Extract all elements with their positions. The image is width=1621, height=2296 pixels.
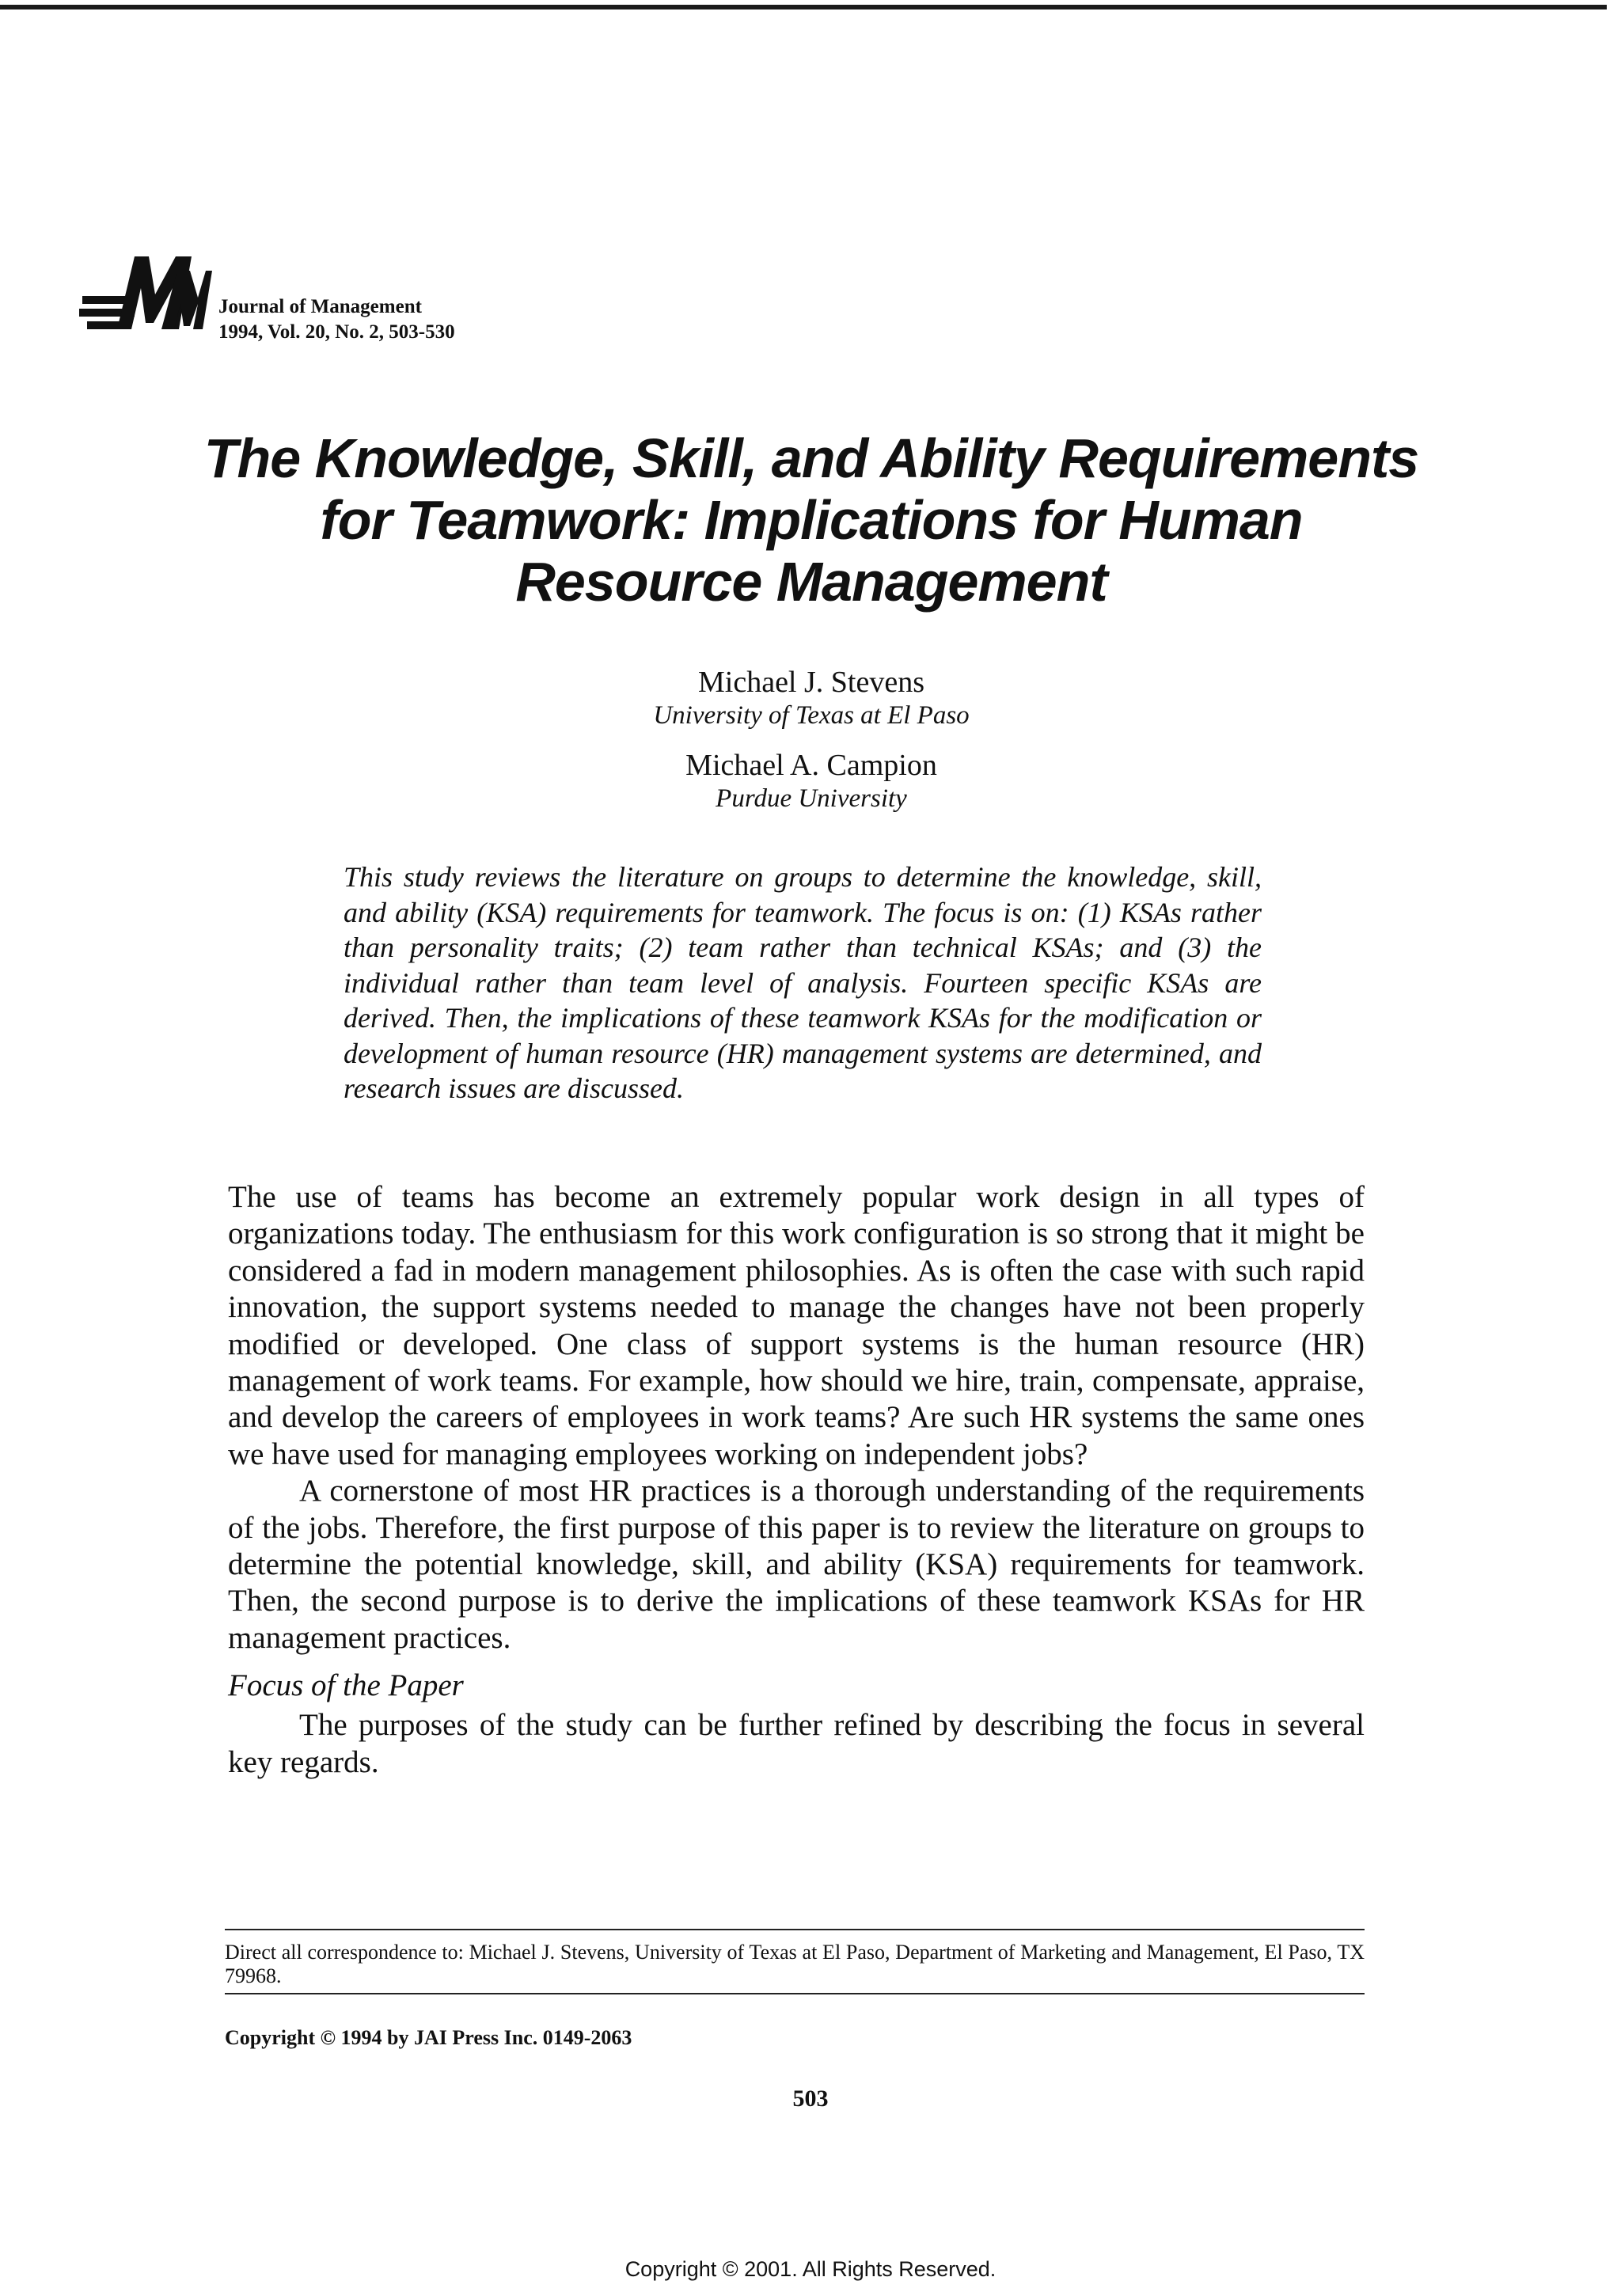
author-affiliation: Purdue University [716, 784, 907, 813]
author-affiliation: University of Texas at El Paso [653, 701, 970, 730]
masthead [79, 247, 712, 343]
copyright-line: Copyright © 1994 by JAI Press Inc. 0149-2063 [225, 2026, 632, 2049]
abstract: This study reviews the literature on groups to determine the knowledge, skill, and ability (KSA) requirements for teamwork. The focus is on: (1) KSAs rather than personality traits; (2) team rather than technical KSAs; and (3) the individual rather than team level of analysis. Fourteen specific KSAs are derived. Then, the implications of these teamwork KSAs for the modification or development of human resource (HR) management systems are determined, and research issues are discussed. [344, 861, 1262, 1104]
journal-logo [79, 247, 212, 332]
page-number: 503 [792, 2085, 829, 2112]
article-body [228, 1179, 1365, 1781]
author-name: Michael J. Stevens [697, 666, 924, 699]
body-paragraph: The use of teams has become an extremely popular work design in all types of organizations today. The enthusiasm for this work configuration is so strong that it might be considered a fad in modern management philosophies. As is often the case with such rapid innovation, the support systems needed to manage the changes have not been properly modified or developed. One class of support systems is the human resource (HR) management of work teams. For example, how should we hire, train, compensate, appraise, and develop the careers of employees in work teams? Are such HR systems the same ones we have used for managing employees working on independent jobs? [228, 1180, 1365, 1471]
rights-notice: Copyright © 2001. All Rights Reserved. [624, 2257, 997, 2281]
footnote-bottom-rule [225, 1993, 1365, 1994]
top-scan-border [0, 5, 1607, 9]
journal-citation: 1994, Vol. 20, No. 2, 503-530 [218, 321, 455, 343]
footnote-top-rule [225, 1929, 1365, 1930]
author-2 [396, 748, 1227, 814]
journal-name: Journal of Management [218, 296, 422, 317]
correspondence-footnote: Direct all correspondence to: Michael J. Stevens, University of Texas at El Paso, Department of Marketing and Management, El Paso, TX 79968. [225, 1941, 1365, 1987]
article-title: The Knowledge, Skill, and Ability Requirements for Teamwork: Implications for Human Resource Management [203, 427, 1419, 613]
body-paragraph: A cornerstone of most HR practices is a thorough understanding of the requirements of the jobs. Therefore, the first purpose of this paper is to review the literature on groups to determine the potential knowledge, skill, and ability (KSA) requirements for teamwork. Then, the second purpose is to derive the implications of these teamwork KSAs for HR management practices. [228, 1474, 1365, 1655]
author-name: Michael A. Campion [685, 749, 937, 782]
author-1 [396, 665, 1227, 731]
body-paragraph: The purposes of the study can be further refined by describing the focus in several key regards. [228, 1708, 1365, 1779]
section-heading: Focus of the Paper [228, 1668, 464, 1703]
